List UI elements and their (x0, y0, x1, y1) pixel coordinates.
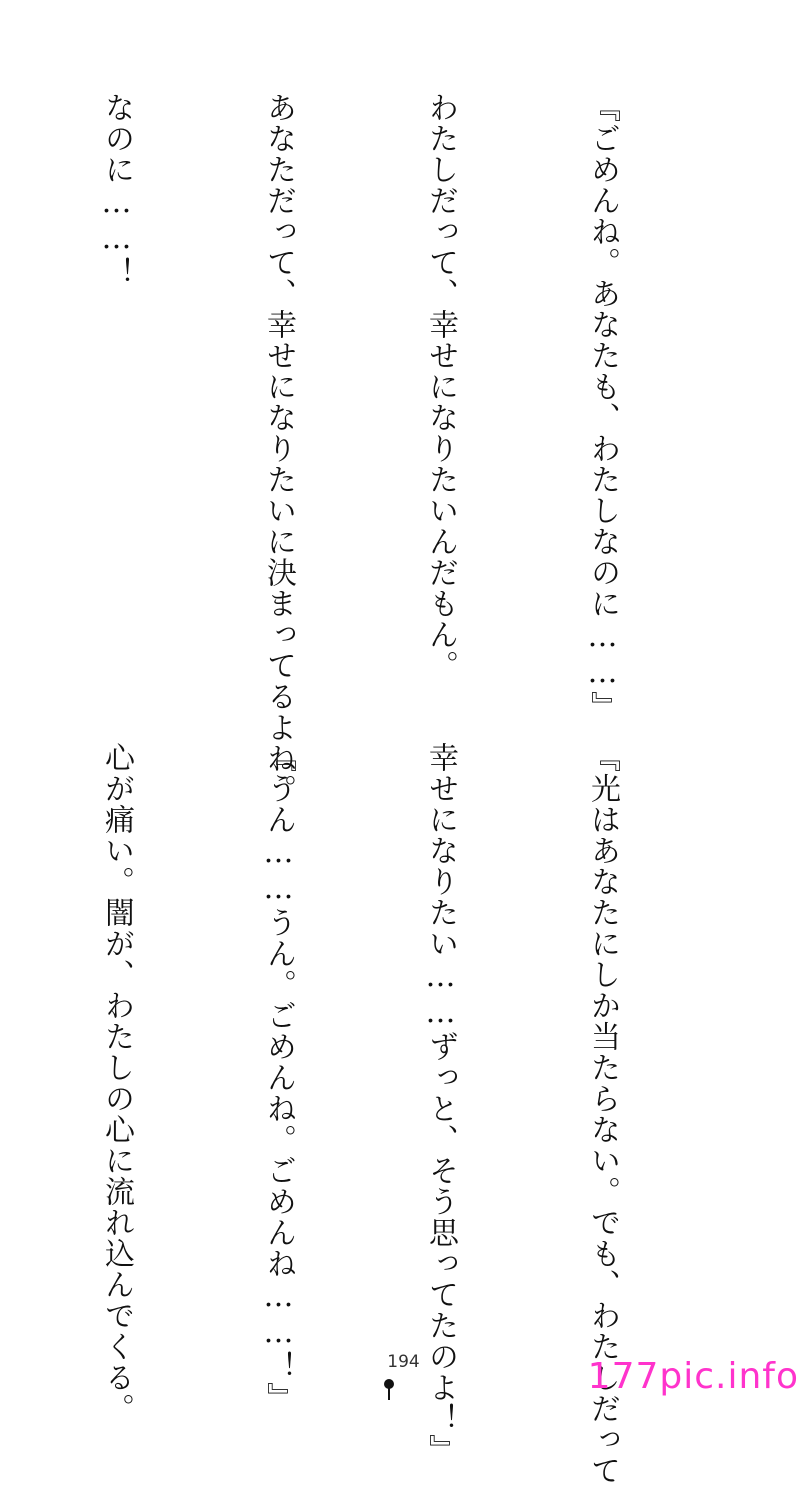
text-column: 『光はあなたにしか当たらない。でも、わたしだって (585, 742, 620, 1486)
text-block-top (0, 92, 737, 805)
text-column: 心が痛い。闇が、わたしの心に流れ込んでくる。 (99, 742, 134, 1424)
text-column: 幸せになりたい……ずっと、そう思ってたのよ！』 (423, 742, 458, 1465)
text-column: なのに……！ (99, 92, 134, 288)
text-column: わたしだって、幸せになりたいんだもん。 (423, 92, 458, 681)
page-number: 194 (387, 1352, 420, 1372)
text-column: 『うん……うん。ごめんね。ごめんね……！』 (261, 742, 296, 1413)
watermark: 177pic.info (587, 1356, 799, 1397)
page-marker-line (388, 1388, 390, 1400)
text-column: あなただって、幸せになりたいに決まってるよね。 (261, 92, 296, 805)
text-column: 『ごめんね。あなたも、わたしなのに……』 (585, 92, 620, 722)
